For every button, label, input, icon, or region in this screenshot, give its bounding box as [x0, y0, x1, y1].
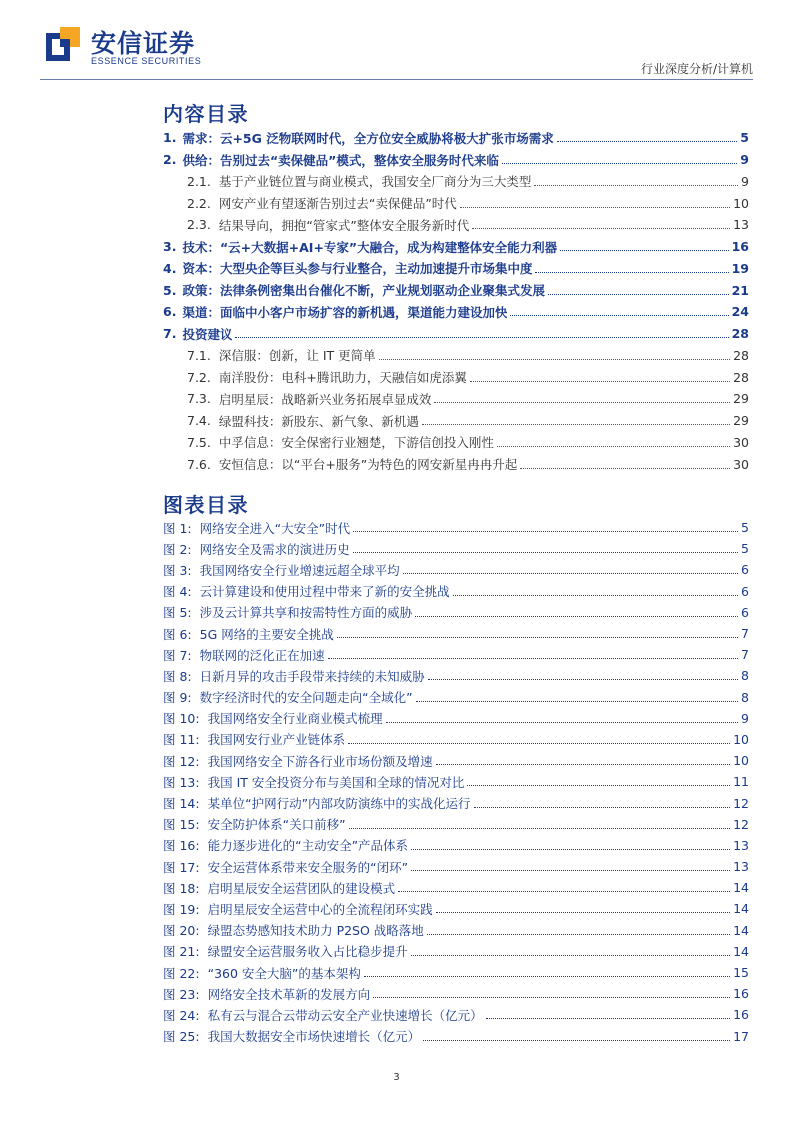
- figure-entry[interactable]: [163, 750, 749, 771]
- figure-entry-number: 图 11:: [163, 732, 200, 748]
- figure-entry[interactable]: [163, 665, 749, 686]
- toc-entry-page: 29: [733, 391, 749, 407]
- toc-entry-title: 基于产业链位置与商业模式，我国安全厂商分为三大类型: [218, 174, 532, 190]
- toc-entry[interactable]: [163, 432, 749, 454]
- dot-leader: [398, 891, 730, 892]
- figure-entry-number: 图 14:: [163, 796, 200, 812]
- toc-entry-page: 28: [733, 347, 749, 363]
- logo-chinese-name: 安信证券: [91, 29, 196, 58]
- figure-entry-page: 7: [741, 647, 749, 663]
- toc-entry-number: 4.: [163, 260, 177, 276]
- toc-entry-page: 28: [731, 326, 749, 342]
- figure-entry[interactable]: [163, 771, 749, 792]
- dot-leader: [328, 658, 738, 659]
- figure-entry[interactable]: [163, 983, 749, 1004]
- figure-entry[interactable]: [163, 877, 749, 898]
- toc-entry-number: 7.4.: [187, 413, 211, 429]
- toc-entry-title: 网安产业有望逐渐告别过去“卖保健品”时代: [218, 196, 457, 212]
- toc-entry[interactable]: [163, 258, 749, 280]
- figure-entry-title: 我国网络安全行业商业模式梳理: [207, 711, 383, 727]
- dot-leader: [467, 785, 730, 786]
- logo-english-name: ESSENCE SECURITIES: [91, 56, 202, 66]
- figure-entry-title: 某单位“护网行动”内部攻防演练中的实战化运行: [207, 796, 471, 812]
- figure-entry[interactable]: [163, 729, 749, 750]
- dot-leader: [379, 359, 730, 360]
- figure-entry-number: 图 22:: [163, 965, 200, 981]
- figure-entry-page: 16: [733, 1007, 749, 1023]
- figure-entry[interactable]: [163, 644, 749, 665]
- figure-entry-number: 图 6:: [163, 626, 192, 642]
- toc-entry-title: 安恒信息：以“平台+服务”为特色的网安新星冉冉升起: [218, 457, 518, 473]
- toc-entry-page: 19: [731, 260, 749, 276]
- toc-entry-page: 9: [740, 152, 749, 168]
- figure-entry-page: 6: [741, 583, 749, 599]
- toc-entry-number: 7.3.: [187, 391, 211, 407]
- figure-entry-title: 网络安全及需求的演进历史: [199, 541, 350, 557]
- header-divider: [40, 79, 753, 80]
- table-of-contents: [163, 127, 749, 475]
- dot-leader: [460, 207, 730, 208]
- dot-leader: [416, 701, 738, 702]
- figure-entry-page: 10: [733, 731, 749, 747]
- toc-entry-page: 28: [733, 369, 749, 385]
- figures-title: 图表目录: [163, 493, 249, 517]
- toc-entry-title: 投资建议: [182, 326, 233, 342]
- figure-entry-page: 8: [741, 668, 749, 684]
- dot-leader: [411, 955, 730, 956]
- figure-entry-title: 我国网络安全下游各行业市场份额及增速: [207, 753, 433, 769]
- figure-entry-title: 安全运营体系带来安全服务的“闭环”: [207, 859, 409, 875]
- dot-leader: [497, 446, 730, 447]
- toc-entry[interactable]: [163, 192, 749, 214]
- dot-leader: [428, 679, 738, 680]
- toc-entry-number: 5.: [163, 282, 177, 298]
- dot-leader: [386, 722, 738, 723]
- toc-entry-title: 结果导向，拥抱“管家式”整体安全服务新时代: [218, 217, 470, 233]
- figure-entry[interactable]: [163, 581, 749, 602]
- figure-entry-number: 图 9:: [163, 690, 192, 706]
- toc-entry-number: 1.: [163, 130, 177, 146]
- figure-entry-number: 图 24:: [163, 1007, 200, 1023]
- dot-leader: [353, 552, 738, 553]
- figure-entry-number: 图 23:: [163, 986, 200, 1002]
- figure-entry-title: 我国网络安全行业增速远超全球平均: [199, 562, 400, 578]
- toc-entry-number: 7.2.: [187, 369, 211, 385]
- figure-entry[interactable]: [163, 792, 749, 813]
- figure-entry-title: 云计算建设和使用过程中带来了新的安全挑战: [199, 584, 450, 600]
- figure-entry-number: 图 15:: [163, 817, 200, 833]
- toc-title: 内容目录: [163, 102, 249, 126]
- toc-entry[interactable]: [163, 149, 749, 171]
- dot-leader: [436, 764, 730, 765]
- toc-entry-title: 渠道：面临中小客户市场扩容的新机遇，渠道能力建设加快: [182, 304, 508, 320]
- dot-leader: [560, 250, 728, 251]
- figure-entry-page: 16: [733, 986, 749, 1002]
- page-header: [0, 0, 793, 86]
- figure-entry-number: 图 1:: [163, 520, 192, 536]
- toc-entry-title: 资本：大型央企等巨头参与行业整合，主动加速提升市场集中度: [182, 261, 533, 277]
- toc-entry[interactable]: [163, 214, 749, 236]
- dot-leader: [472, 228, 730, 229]
- figure-entry-title: 启明星辰安全运营团队的建设模式: [207, 880, 396, 896]
- figure-entry[interactable]: [163, 920, 749, 941]
- toc-entry[interactable]: [163, 301, 749, 323]
- figure-entry-title: 安全防护体系“关口前移”: [207, 817, 346, 833]
- figure-entry-page: 9: [741, 710, 749, 726]
- figure-entry-page: 6: [741, 562, 749, 578]
- toc-entry[interactable]: [163, 127, 749, 149]
- figure-entry-title: 绿盟安全运营服务收入占比稳步提升: [207, 944, 408, 960]
- figure-entry[interactable]: [163, 517, 749, 538]
- figure-entry[interactable]: [163, 814, 749, 835]
- dot-leader: [474, 807, 731, 808]
- toc-entry-title: 供给：告别过去“卖保健品”模式，整体安全服务时代来临: [182, 152, 499, 168]
- toc-entry-title: 技术：“云+大数据+AI+专家”大融合，成为构建整体安全能力利器: [182, 239, 558, 255]
- figure-entry-page: 17: [733, 1028, 749, 1044]
- dot-leader: [423, 1040, 730, 1041]
- figure-entry-page: 14: [733, 880, 749, 896]
- toc-entry-number: 2.1.: [187, 173, 211, 189]
- dot-leader: [557, 141, 738, 142]
- toc-entry-title: 深信服：创新，让 IT 更简单: [218, 348, 376, 364]
- toc-entry-page: 21: [731, 282, 749, 298]
- figure-entry-page: 7: [741, 626, 749, 642]
- figure-entry-page: 15: [733, 965, 749, 981]
- dot-leader: [470, 381, 730, 382]
- dot-leader: [415, 616, 738, 617]
- dot-leader: [235, 337, 728, 338]
- figure-entry-number: 图 21:: [163, 944, 200, 960]
- toc-entry-page: 10: [733, 195, 749, 211]
- toc-entry-title: 启明星辰：战略新兴业务拓展卓显成效: [218, 391, 432, 407]
- figure-entry-number: 图 3:: [163, 562, 192, 578]
- toc-entry-page: 9: [741, 173, 749, 189]
- toc-entry[interactable]: [163, 453, 749, 475]
- toc-entry[interactable]: [163, 171, 749, 193]
- figure-entry-page: 13: [733, 837, 749, 853]
- dot-leader: [353, 531, 738, 532]
- figure-entry-number: 图 2:: [163, 541, 192, 557]
- figure-entry-page: 5: [741, 520, 749, 536]
- toc-entry-title: 需求：云+5G 泛物联网时代，全方位安全威胁将极大扩张市场需求: [182, 130, 554, 146]
- toc-entry[interactable]: [163, 366, 749, 388]
- toc-entry-page: 16: [731, 239, 749, 255]
- figure-entry-title: 绿盟态势感知技术助力 P2SO 战略落地: [207, 923, 424, 939]
- figure-entry-page: 8: [741, 689, 749, 705]
- figure-entry-page: 12: [733, 816, 749, 832]
- essence-logo-icon: [46, 27, 80, 61]
- figure-entry[interactable]: [163, 687, 749, 708]
- toc-entry-page: 5: [740, 130, 749, 146]
- toc-entry-page: 24: [731, 304, 749, 320]
- figure-entry[interactable]: [163, 1004, 749, 1025]
- toc-entry[interactable]: [163, 236, 749, 258]
- figure-entry-number: 图 5:: [163, 605, 192, 621]
- figure-entry-number: 图 19:: [163, 901, 200, 917]
- figure-entry[interactable]: [163, 538, 749, 559]
- toc-entry-number: 7.6.: [187, 456, 211, 472]
- toc-entry-title: 绿盟科技：新股东、新气象、新机遇: [218, 413, 419, 429]
- figure-entry[interactable]: [163, 898, 749, 919]
- toc-entry[interactable]: [163, 345, 749, 367]
- figure-entry-title: 我国网安行业产业链体系: [207, 732, 346, 748]
- figure-entry-number: 图 13:: [163, 774, 200, 790]
- dot-leader: [364, 976, 730, 977]
- figure-entry-page: 14: [733, 943, 749, 959]
- dot-leader: [436, 912, 730, 913]
- dot-leader: [427, 934, 730, 935]
- toc-entry-number: 6.: [163, 304, 177, 320]
- figure-list: [163, 517, 749, 1047]
- dot-leader: [411, 849, 730, 850]
- figure-entry-page: 10: [733, 753, 749, 769]
- toc-entry-number: 3.: [163, 239, 177, 255]
- dot-leader: [535, 272, 728, 273]
- dot-leader: [534, 185, 738, 186]
- figure-entry-page: 14: [733, 922, 749, 938]
- dot-leader: [422, 424, 730, 425]
- figure-entry-page: 14: [733, 901, 749, 917]
- toc-entry-number: 7.1.: [187, 347, 211, 363]
- report-category: 行业深度分析/计算机: [640, 62, 753, 76]
- figure-entry-page: 5: [741, 541, 749, 557]
- figure-entry-number: 图 8:: [163, 668, 192, 684]
- figure-entry[interactable]: [163, 602, 749, 623]
- figure-entry-title: 网络安全技术革新的发展方向: [207, 986, 371, 1002]
- toc-entry-title: 政策：法律条例密集出台催化不断，产业规划驱动企业聚集式发展: [182, 283, 545, 299]
- toc-entry-number: 2.2.: [187, 195, 211, 211]
- dot-leader: [520, 468, 730, 469]
- figure-entry-number: 图 10:: [163, 711, 200, 727]
- figure-entry-number: 图 17:: [163, 859, 200, 875]
- figure-entry[interactable]: [163, 708, 749, 729]
- figure-entry[interactable]: [163, 623, 749, 644]
- toc-entry-number: 2.3.: [187, 217, 211, 233]
- dot-leader: [486, 1018, 730, 1019]
- toc-entry-title: 南洋股份：电科+腾讯助力，天融信如虎添翼: [218, 370, 467, 386]
- figure-entry[interactable]: [163, 1026, 749, 1047]
- toc-entry-page: 29: [733, 413, 749, 429]
- figure-entry-number: 图 20:: [163, 923, 200, 939]
- figure-entry-title: 涉及云计算共享和按需特性方面的威胁: [199, 605, 413, 621]
- figure-entry-page: 12: [733, 795, 749, 811]
- dot-leader: [349, 828, 731, 829]
- figure-entry-title: “360 安全大脑”的基本架构: [207, 965, 361, 981]
- figure-entry[interactable]: [163, 962, 749, 983]
- figure-entry[interactable]: [163, 559, 749, 580]
- figure-entry-title: 能力逐步进化的“主动安全”产品体系: [207, 838, 409, 854]
- dot-leader: [403, 573, 738, 574]
- dot-leader: [337, 637, 738, 638]
- dot-leader: [373, 997, 730, 998]
- toc-entry-page: 30: [733, 434, 749, 450]
- dot-leader: [411, 870, 730, 871]
- figure-entry-title: 私有云与混合云带动云安全产业快速增长（亿元）: [207, 1007, 483, 1023]
- figure-entry-number: 图 16:: [163, 838, 200, 854]
- figure-entry-title: 我国 IT 安全投资分布与美国和全球的情况对比: [207, 774, 465, 790]
- toc-entry-title: 中孚信息：安全保密行业翘楚，下游信创投入刚性: [218, 435, 494, 451]
- figure-entry-title: 启明星辰安全运营中心的全流程闭环实践: [207, 901, 433, 917]
- figure-entry-title: 数字经济时代的安全问题走向“全域化”: [199, 690, 413, 706]
- toc-entry[interactable]: [163, 388, 749, 410]
- figure-entry-number: 图 25:: [163, 1029, 200, 1045]
- dot-leader: [502, 163, 737, 164]
- toc-entry-number: 7.5.: [187, 434, 211, 450]
- toc-entry-page: 13: [733, 217, 749, 233]
- dot-leader: [434, 402, 730, 403]
- figure-entry-title: 我国大数据安全市场快速增长（亿元）: [207, 1029, 421, 1045]
- figure-entry-title: 物联网的泛化正在加速: [199, 647, 325, 663]
- figure-entry-number: 图 18:: [163, 880, 200, 896]
- dot-leader: [453, 595, 738, 596]
- figure-entry-title: 5G 网络的主要安全挑战: [199, 626, 334, 642]
- figure-entry-number: 图 7:: [163, 647, 192, 663]
- figure-entry-number: 图 4:: [163, 584, 192, 600]
- figure-entry-page: 6: [741, 604, 749, 620]
- figure-entry[interactable]: [163, 941, 749, 962]
- toc-entry-number: 7.: [163, 326, 177, 342]
- dot-leader: [348, 743, 730, 744]
- figure-entry[interactable]: [163, 835, 749, 856]
- figure-entry-page: 11: [733, 774, 749, 790]
- toc-entry[interactable]: [163, 279, 749, 301]
- figure-entry-number: 图 12:: [163, 753, 200, 769]
- figure-entry-page: 13: [733, 859, 749, 875]
- toc-entry[interactable]: [163, 323, 749, 345]
- toc-entry-number: 2.: [163, 152, 177, 168]
- figure-entry-title: 网络安全进入“大安全”时代: [199, 520, 351, 536]
- toc-entry-page: 30: [733, 456, 749, 472]
- figure-entry[interactable]: [163, 856, 749, 877]
- figure-entry-title: 日新月异的攻击手段带来持续的未知威胁: [199, 668, 425, 684]
- toc-entry[interactable]: [163, 410, 749, 432]
- dot-leader: [548, 294, 729, 295]
- page-number: 3: [393, 1072, 400, 1083]
- dot-leader: [510, 315, 728, 316]
